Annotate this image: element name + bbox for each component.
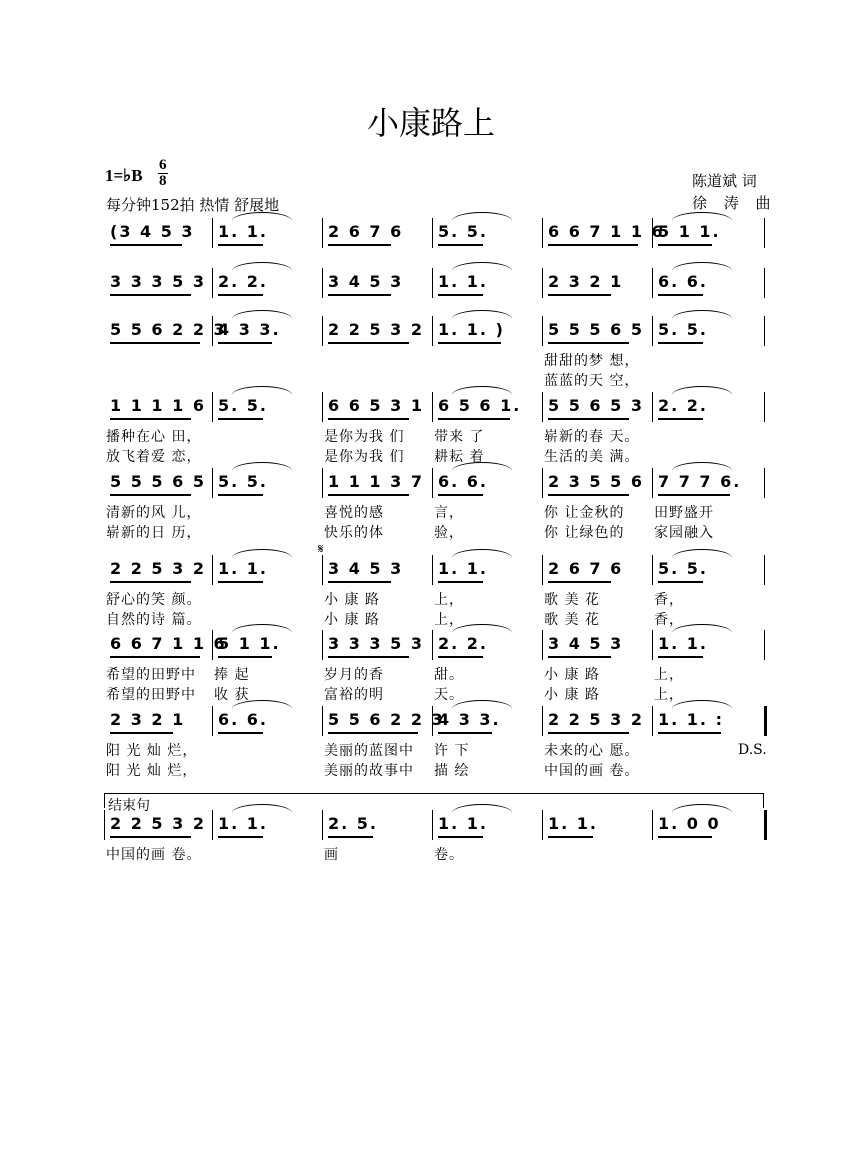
segno-icon: 𝄋 <box>318 542 324 557</box>
lyric-line-1: 田野盛开 <box>654 505 714 521</box>
measure-notes: 1. 1. <box>438 814 488 833</box>
barline <box>322 268 323 298</box>
barline <box>432 268 433 298</box>
beam-underline <box>658 732 721 734</box>
slur <box>232 262 292 271</box>
measure-notes: 2 3 2 1 <box>548 272 624 291</box>
beam-underline <box>110 581 191 583</box>
barline <box>652 468 653 498</box>
beam-underline <box>438 836 483 838</box>
barline <box>652 810 653 840</box>
beam-underline <box>328 418 409 420</box>
beam-underline <box>218 581 263 583</box>
measure-notes: 5. 5. <box>218 396 268 415</box>
lyricist: 陈道斌 词 <box>692 172 757 190</box>
beam-underline <box>110 342 200 344</box>
lyric-line-2: 天。 <box>434 687 464 703</box>
barline <box>652 268 653 298</box>
lyric-line-2: 家园融入 <box>654 525 714 541</box>
beam-underline <box>328 581 391 583</box>
barline <box>432 810 433 840</box>
measure-notes: 2. 5. <box>328 814 378 833</box>
beam-underline <box>658 418 703 420</box>
barline <box>542 468 543 498</box>
lyric-line-1: 你 让金秋的 <box>544 505 625 521</box>
slur <box>452 386 512 395</box>
lyric-line-2: 生活的美 满。 <box>544 449 640 465</box>
ds-marking: D.S. <box>738 742 767 758</box>
beam-underline <box>328 244 391 246</box>
beam-underline <box>548 656 611 658</box>
lyric-line-2: 验， <box>434 525 464 541</box>
barline <box>322 555 323 585</box>
slur <box>232 624 292 633</box>
barline <box>432 555 433 585</box>
measure-notes: 6. 6. <box>658 272 708 291</box>
lyric-line-2: 上， <box>654 687 684 703</box>
lyric-line-1: 舒心的笑 颜。 <box>106 592 202 608</box>
barline <box>432 468 433 498</box>
lyric-line-2: 描 绘 <box>434 763 470 779</box>
lyric-line-2: 歌 美 花 <box>544 612 600 628</box>
beam-underline <box>658 581 703 583</box>
slur <box>452 549 512 558</box>
measure-notes: 5. 5. <box>438 222 488 241</box>
slur <box>232 700 292 709</box>
barline <box>212 468 213 498</box>
slur <box>232 549 292 558</box>
measure-notes: 1. 1. <box>548 814 598 833</box>
barline <box>764 630 765 660</box>
beam-underline <box>328 342 409 344</box>
barline <box>652 630 653 660</box>
beam-underline <box>548 581 611 583</box>
barline <box>542 810 543 840</box>
lyric-line-1: 上， <box>654 667 684 683</box>
beam-underline <box>218 342 272 344</box>
lyric-line-2: 阳 光 灿 烂， <box>106 763 198 779</box>
tempo-marking: 每分钟152拍 热情 舒展地 <box>106 196 280 214</box>
barline <box>652 706 653 736</box>
measure-notes: 3 3 3 5 3 <box>110 272 206 291</box>
measure-notes: 2 2 5 3 2 <box>110 559 206 578</box>
beam-underline <box>328 494 409 496</box>
measure-notes: 1. 1. <box>218 559 268 578</box>
beam-underline <box>110 418 191 420</box>
measure-notes: 2 2 5 3 2 <box>548 710 644 729</box>
beam-underline <box>218 732 263 734</box>
barline <box>542 706 543 736</box>
measure-notes: 6. 6. <box>218 710 268 729</box>
measure-notes: 5. 5. <box>658 320 708 339</box>
barline <box>322 392 323 422</box>
measure-notes: 6 6 7 1 1 6 <box>110 634 227 653</box>
measure-notes: 3 4 5 3 <box>328 272 404 291</box>
measure-notes: 1. 1. ) <box>438 320 505 339</box>
lyric-line-2: 自然的诗 篇。 <box>106 612 202 628</box>
measure-notes: 4 3 3. <box>438 710 501 729</box>
measure-notes: 5 5 5 6 5 <box>110 472 206 491</box>
measure-notes: 1. 1. <box>438 272 488 291</box>
lyric-line-2: 快乐的体 <box>324 525 384 541</box>
slur <box>672 624 732 633</box>
barline <box>764 706 767 736</box>
slur <box>232 462 292 471</box>
measure-notes: 5 5 6 5 3 <box>548 396 644 415</box>
slur <box>672 386 732 395</box>
key-signature: 1=♭B <box>105 166 143 185</box>
measure-notes: 2 3 2 1 <box>110 710 186 729</box>
beam-underline <box>658 656 703 658</box>
lyric-line-1: 播种在心 田， <box>106 429 202 445</box>
beam-underline <box>110 494 191 496</box>
measure-notes: 2. 2. <box>658 396 708 415</box>
beam-underline <box>218 418 263 420</box>
barline <box>212 268 213 298</box>
beam-underline <box>110 656 200 658</box>
beam-underline <box>218 294 263 296</box>
slur <box>452 462 512 471</box>
slur <box>232 310 292 319</box>
lyric-line-2: 小 康 路 <box>324 612 380 628</box>
beam-underline <box>110 294 191 296</box>
ending-label: 结束句 <box>108 798 150 814</box>
lyric-line-2: 耕耘 着 <box>434 449 485 465</box>
lyric-line-1: 小 康 路 <box>324 592 380 608</box>
barline <box>432 630 433 660</box>
measure-notes: 5. 5. <box>218 472 268 491</box>
beam-underline <box>110 836 191 838</box>
barline <box>764 392 765 422</box>
barline <box>322 316 323 346</box>
beam-underline <box>658 494 730 496</box>
measure-notes: 4 3 3. <box>218 320 281 339</box>
lyric-line-2: 崭新的日 历， <box>106 525 202 541</box>
barline <box>652 392 653 422</box>
lyric-line-1: 中国的画 卷。 <box>106 847 202 863</box>
lyric-line-1: 小 康 路 <box>544 667 600 683</box>
measure-notes: 1. 0 0 <box>658 814 721 833</box>
slur <box>232 212 292 221</box>
barline <box>322 630 323 660</box>
lyric-line-2: 是你为我 们 <box>324 449 405 465</box>
barline <box>764 555 765 585</box>
beam-underline <box>548 294 611 296</box>
lyric-line-2: 你 让绿色的 <box>544 525 625 541</box>
song-title: 小康路上 <box>366 104 495 142</box>
lyric-line-1: 许 下 <box>434 743 470 759</box>
lyric-line-1: 甜。 <box>434 667 464 683</box>
lyric-line-2: 蓝蓝的天 空， <box>544 373 640 389</box>
slur <box>672 462 732 471</box>
lyric-line-1: 卷。 <box>434 847 464 863</box>
lyric-line-1: 歌 美 花 <box>544 592 600 608</box>
measure-notes: 6 6 7 1 1 6 <box>548 222 665 241</box>
measure-notes: 6. 6. <box>438 472 488 491</box>
barline <box>764 810 767 840</box>
lyric-line-1: 未来的心 愿。 <box>544 743 640 759</box>
measure-notes: 6 6 5 3 1 <box>328 396 424 415</box>
barline <box>212 555 213 585</box>
beam-underline <box>548 836 593 838</box>
beam-underline <box>548 244 638 246</box>
time-signature <box>158 158 168 189</box>
barline <box>542 218 543 248</box>
lyric-line-2: 收 获 <box>214 687 250 703</box>
lyric-line-1: 捧 起 <box>214 667 250 683</box>
barline <box>652 316 653 346</box>
beam-underline <box>110 732 173 734</box>
measure-notes: (3 4 5 3 <box>110 222 195 241</box>
measure-notes: 3 4 5 3 <box>548 634 624 653</box>
beam-underline <box>110 244 182 246</box>
lyric-line-1: 阳 光 灿 烂， <box>106 743 198 759</box>
measure-notes: 1. 1. <box>218 814 268 833</box>
lyric-line-1: 是你为我 们 <box>324 429 405 445</box>
measure-notes: 2 2 5 3 2 <box>110 814 206 833</box>
slur <box>452 310 512 319</box>
beam-underline <box>328 732 418 734</box>
slur <box>672 700 732 709</box>
ending-bracket <box>104 793 764 808</box>
measure-notes: 5 5 6 2 2 3 <box>328 710 445 729</box>
barline <box>322 810 323 840</box>
beam-underline <box>658 294 703 296</box>
slur <box>452 212 512 221</box>
barline <box>764 218 765 248</box>
composer: 徐 涛 曲 <box>692 194 777 212</box>
barline <box>432 316 433 346</box>
barline <box>322 218 323 248</box>
lyric-line-2: 希望的田野中 <box>106 687 196 703</box>
lyric-line-1: 岁月的香 <box>324 667 384 683</box>
time-sig-numerator: 6 <box>159 157 167 173</box>
slur <box>672 310 732 319</box>
beam-underline <box>438 656 483 658</box>
lyric-line-2: 中国的画 卷。 <box>544 763 640 779</box>
barline <box>542 555 543 585</box>
barline <box>764 268 765 298</box>
slur <box>452 700 512 709</box>
barline <box>542 316 543 346</box>
beam-underline <box>548 732 629 734</box>
barline <box>212 392 213 422</box>
measure-notes: 2 6 7 6 <box>328 222 404 241</box>
lyric-line-2: 小 康 路 <box>544 687 600 703</box>
slur <box>672 262 732 271</box>
barline <box>542 268 543 298</box>
measure-notes: 5 5 5 6 5 <box>548 320 644 339</box>
measure-notes: 2 6 7 6 <box>548 559 624 578</box>
measure-notes: 2. 2. <box>438 634 488 653</box>
measure-notes: 1 1 1 1 6 <box>110 396 206 415</box>
beam-underline <box>218 836 263 838</box>
measure-notes: 1. 1. <box>438 559 488 578</box>
slur <box>232 386 292 395</box>
barline <box>322 468 323 498</box>
beam-underline <box>438 418 510 420</box>
barline <box>764 316 765 346</box>
slur <box>452 624 512 633</box>
beam-underline <box>328 836 373 838</box>
barline <box>212 706 213 736</box>
beam-underline <box>438 494 483 496</box>
measure-notes: 2. 2. <box>218 272 268 291</box>
measure-notes: 7 7 7 6. <box>658 472 742 491</box>
beam-underline <box>438 581 483 583</box>
lyric-line-1: 美丽的蓝图中 <box>324 743 414 759</box>
measure-notes: 5 1 1. <box>218 634 281 653</box>
lyric-line-1: 香， <box>654 592 684 608</box>
barline <box>542 630 543 660</box>
measure-notes: 1 1 1 3 7 <box>328 472 424 491</box>
lyric-line-1: 言， <box>434 505 464 521</box>
measure-notes: 6 5 6 1. <box>438 396 522 415</box>
lyric-line-1: 带来 了 <box>434 429 485 445</box>
beam-underline <box>438 732 492 734</box>
lyric-line-1: 甜甜的梦 想， <box>544 353 640 369</box>
barline <box>212 218 213 248</box>
measure-notes: 5 1 1. <box>658 222 721 241</box>
lyric-line-1: 清新的风 儿， <box>106 505 202 521</box>
beam-underline <box>438 294 483 296</box>
barline <box>212 810 213 840</box>
beam-underline <box>658 836 712 838</box>
slur <box>452 262 512 271</box>
beam-underline <box>658 342 703 344</box>
beam-underline <box>438 244 483 246</box>
beam-underline <box>548 342 629 344</box>
time-sig-denominator: 8 <box>159 173 167 189</box>
barline <box>432 392 433 422</box>
beam-underline <box>438 342 501 344</box>
lyric-line-1: 上， <box>434 592 464 608</box>
measure-notes: 2 3 5 5 6 <box>548 472 644 491</box>
measure-notes: 2 2 5 3 2 <box>328 320 424 339</box>
slur <box>672 549 732 558</box>
beam-underline <box>218 244 263 246</box>
barline <box>322 706 323 736</box>
beam-underline <box>658 244 712 246</box>
beam-underline <box>328 294 391 296</box>
barline <box>652 555 653 585</box>
lyric-line-1: 画 <box>324 847 339 863</box>
barline <box>104 810 105 840</box>
beam-underline <box>548 494 629 496</box>
lyric-line-2: 香， <box>654 612 684 628</box>
measure-notes: 3 4 5 3 <box>328 559 404 578</box>
barline <box>764 468 765 498</box>
lyric-line-1: 崭新的春 天。 <box>544 429 640 445</box>
beam-underline <box>328 656 409 658</box>
measure-notes: 5 5 6 2 2 3 <box>110 320 227 339</box>
lyric-line-2: 美丽的故事中 <box>324 763 414 779</box>
measure-notes: 1. 1. <box>658 634 708 653</box>
measure-notes: 1. 1. <box>218 222 268 241</box>
lyric-line-2: 富裕的明 <box>324 687 384 703</box>
barline <box>432 218 433 248</box>
lyric-line-1: 希望的田野中 <box>106 667 196 683</box>
measure-notes: 3 3 3 5 3 <box>328 634 424 653</box>
lyric-line-2: 上， <box>434 612 464 628</box>
measure-notes: 5. 5. <box>658 559 708 578</box>
measure-notes: 1. 1. : <box>658 710 724 729</box>
lyric-line-2: 放飞着爱 恋， <box>106 449 202 465</box>
barline <box>542 392 543 422</box>
beam-underline <box>218 494 263 496</box>
lyric-line-1: 喜悦的感 <box>324 505 384 521</box>
beam-underline <box>548 418 629 420</box>
credits <box>692 170 777 214</box>
beam-underline <box>218 656 272 658</box>
